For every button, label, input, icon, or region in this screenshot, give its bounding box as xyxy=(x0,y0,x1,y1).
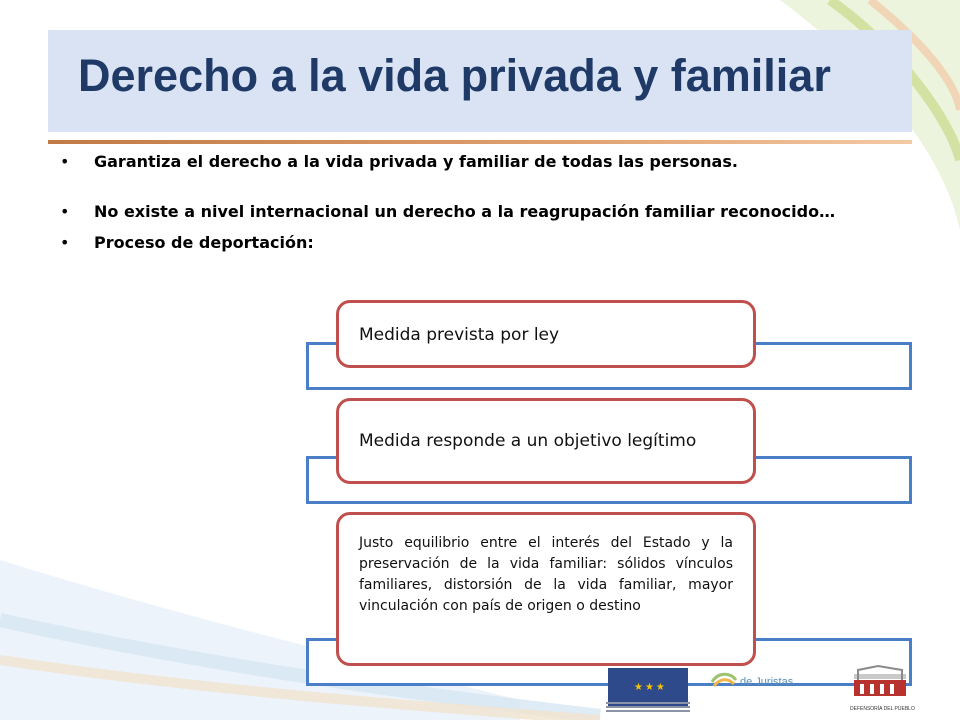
title-underline xyxy=(48,140,912,144)
criterion-label: Justo equilibrio entre el interés del Estado y la preservación de la vida familiar: sólidos vínculos familiares, distorsión de la vida familiar, mayor vinculación con país de origen o destino xyxy=(359,535,733,614)
bullet-item xyxy=(60,152,840,171)
bullet-marker: • xyxy=(60,202,70,221)
criterion-card-3 xyxy=(336,512,756,666)
slide-title: Derecho a la vida privada y familiar xyxy=(78,50,831,101)
bullet-marker: • xyxy=(60,233,70,252)
bullet-text: No existe a nivel internacional un derecho a la reagrupación familiar reconocido… xyxy=(94,202,836,221)
juristas-logo xyxy=(710,668,820,692)
criterion-card-2 xyxy=(336,398,756,484)
juristas-logo-text: de Juristas xyxy=(740,676,794,688)
bullet-text: Garantiza el derecho a la vida privada y familiar de todas las personas. xyxy=(94,152,738,171)
defensoria-logo xyxy=(848,664,915,716)
bullet-text: Proceso de deportación: xyxy=(94,233,314,252)
defensoria-logo-text: DEFENSORÍA DEL PUEBLO xyxy=(850,706,915,712)
criterion-label: Medida prevista por ley xyxy=(359,325,560,345)
bullet-marker: • xyxy=(60,152,70,171)
juristas-emblem-icon xyxy=(710,668,738,692)
bullet-item xyxy=(60,233,840,252)
eu-stars-icon: ★★★ xyxy=(634,682,667,693)
criterion-label: Medida responde a un objetivo legítimo xyxy=(359,431,697,451)
defensoria-emblem-icon xyxy=(848,664,912,706)
bullet-item xyxy=(60,202,840,221)
criterion-card-1 xyxy=(336,300,756,368)
eu-logo-caption xyxy=(606,700,690,714)
bullet-list xyxy=(60,152,840,252)
